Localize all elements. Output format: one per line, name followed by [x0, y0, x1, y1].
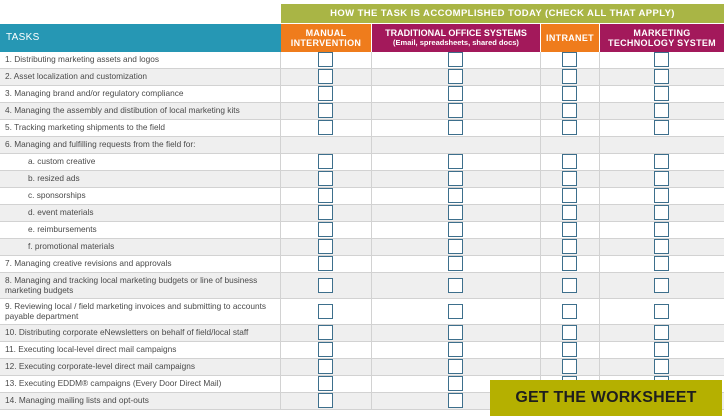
marketing-tech-checkbox[interactable] — [654, 52, 669, 67]
table-cell — [372, 325, 541, 341]
marketing-tech-checkbox[interactable] — [654, 154, 669, 169]
traditional-office-checkbox[interactable] — [448, 256, 463, 271]
table-row — [0, 137, 724, 154]
table-cell — [372, 188, 541, 204]
table-row — [0, 52, 724, 69]
marketing-tech-checkbox[interactable] — [654, 342, 669, 357]
mts-header-line2: TECHNOLOGY SYSTEM — [608, 38, 716, 48]
marketing-tech-checkbox[interactable] — [654, 256, 669, 271]
task-label: 5. Tracking marketing shipments to the field — [0, 120, 281, 136]
traditional-office-checkbox[interactable] — [448, 171, 463, 186]
table-cell — [372, 256, 541, 272]
manual-intervention-checkbox[interactable] — [318, 222, 333, 237]
table-cell — [281, 171, 372, 187]
table-cell — [541, 86, 600, 102]
intranet-checkbox[interactable] — [562, 69, 577, 84]
table-cell — [541, 52, 600, 68]
table-cell — [372, 205, 541, 221]
task-label: 7. Managing creative revisions and approvals — [0, 256, 281, 272]
manual-intervention-checkbox[interactable] — [318, 256, 333, 271]
marketing-tech-checkbox[interactable] — [654, 188, 669, 203]
manual-intervention-checkbox[interactable] — [318, 239, 333, 254]
table-cell — [281, 239, 372, 255]
table-cell — [541, 171, 600, 187]
table-row — [0, 273, 724, 299]
table-cell — [600, 154, 724, 170]
table-cell — [372, 222, 541, 238]
intranet-checkbox[interactable] — [562, 256, 577, 271]
table-row — [0, 86, 724, 103]
table-cell — [600, 325, 724, 341]
intranet-checkbox[interactable] — [562, 304, 577, 319]
marketing-tech-checkbox[interactable] — [654, 171, 669, 186]
table-cell — [281, 325, 372, 341]
table-cell — [281, 299, 372, 324]
table-cell — [281, 137, 372, 153]
table-row — [0, 205, 724, 222]
intranet-checkbox[interactable] — [562, 205, 577, 220]
marketing-tech-checkbox[interactable] — [654, 103, 669, 118]
table-cell — [541, 69, 600, 85]
table-cell — [600, 273, 724, 298]
manual-intervention-checkbox[interactable] — [318, 154, 333, 169]
intranet-checkbox[interactable] — [562, 120, 577, 135]
manual-intervention-checkbox[interactable] — [318, 325, 333, 340]
manual-intervention-checkbox[interactable] — [318, 188, 333, 203]
task-label: 10. Distributing corporate eNewsletters on behalf of field/local staff — [0, 325, 281, 341]
tasks-column-header — [0, 24, 281, 52]
table-cell — [541, 120, 600, 136]
table-cell — [372, 299, 541, 324]
intranet-checkbox[interactable] — [562, 52, 577, 67]
task-label: 4. Managing the assembly and distibution of local marketing kits — [0, 103, 281, 119]
traditional-office-checkbox[interactable] — [448, 188, 463, 203]
traditional-office-checkbox[interactable] — [448, 103, 463, 118]
table-cell — [372, 342, 541, 358]
table-cell — [372, 120, 541, 136]
task-label: e. reimbursements — [0, 222, 281, 238]
intranet-header — [541, 24, 599, 52]
table-row — [0, 103, 724, 120]
table-cell — [372, 103, 541, 119]
table-cell — [600, 188, 724, 204]
manual-intervention-checkbox[interactable] — [318, 278, 333, 293]
marketing-tech-checkbox[interactable] — [654, 359, 669, 374]
traditional-office-checkbox[interactable] — [448, 393, 463, 408]
table-cell — [541, 188, 600, 204]
intranet-checkbox[interactable] — [562, 154, 577, 169]
table-cell — [600, 120, 724, 136]
table-cell — [372, 154, 541, 170]
marketing-tech-checkbox[interactable] — [654, 69, 669, 84]
traditional-office-checkbox[interactable] — [448, 120, 463, 135]
intranet-checkbox[interactable] — [562, 171, 577, 186]
table-cell — [281, 120, 372, 136]
table-row — [0, 256, 724, 273]
table-cell — [541, 205, 600, 221]
table-cell — [541, 154, 600, 170]
table-cell — [541, 325, 600, 341]
task-label: 9. Reviewing local / field marketing invoices and submitting to accounts payable department — [0, 299, 281, 324]
table-cell — [372, 86, 541, 102]
table-cell — [541, 239, 600, 255]
traditional-office-checkbox[interactable] — [448, 325, 463, 340]
traditional-office-checkbox[interactable] — [448, 222, 463, 237]
intranet-checkbox[interactable] — [562, 278, 577, 293]
manual-intervention-checkbox[interactable] — [318, 86, 333, 101]
table-cell — [281, 376, 372, 392]
table-row — [0, 188, 724, 205]
table-cell — [281, 69, 372, 85]
table-row — [0, 222, 724, 239]
get-worksheet-button[interactable]: GET THE WORKSHEET — [490, 380, 722, 416]
table-cell — [600, 239, 724, 255]
traditional-office-checkbox[interactable] — [448, 86, 463, 101]
table-cell — [600, 256, 724, 272]
manual-intervention-checkbox[interactable] — [318, 342, 333, 357]
marketing-tech-checkbox[interactable] — [654, 86, 669, 101]
intranet-checkbox[interactable] — [562, 325, 577, 340]
table-cell — [541, 342, 600, 358]
table-cell — [281, 154, 372, 170]
traditional-office-checkbox[interactable] — [448, 278, 463, 293]
table-row — [0, 325, 724, 342]
table-cell — [372, 52, 541, 68]
intranet-checkbox[interactable] — [562, 103, 577, 118]
manual-intervention-checkbox[interactable] — [318, 393, 333, 408]
table-cell — [281, 393, 372, 409]
manual-intervention-checkbox[interactable] — [318, 120, 333, 135]
traditional-office-checkbox[interactable] — [448, 376, 463, 391]
table-cell — [281, 52, 372, 68]
manual-intervention-checkbox[interactable] — [318, 103, 333, 118]
traditional-office-checkbox[interactable] — [448, 205, 463, 220]
table-cell — [372, 69, 541, 85]
traditional-office-checkbox[interactable] — [448, 239, 463, 254]
marketing-tech-checkbox[interactable] — [654, 278, 669, 293]
manual-intervention-checkbox[interactable] — [318, 171, 333, 186]
table-row — [0, 69, 724, 86]
traditional-office-systems-header — [372, 24, 540, 52]
table-cell — [600, 359, 724, 375]
trad-header-line2: (Email, spreadsheets, shared docs) — [393, 38, 519, 47]
table-cell — [372, 359, 541, 375]
manual-intervention-checkbox[interactable] — [318, 376, 333, 391]
table-cell — [281, 222, 372, 238]
table-cell — [372, 171, 541, 187]
table-cell — [541, 103, 600, 119]
traditional-office-checkbox[interactable] — [448, 52, 463, 67]
table-row — [0, 120, 724, 137]
table-row — [0, 154, 724, 171]
task-label: f. promotional materials — [0, 239, 281, 255]
table-cell — [281, 256, 372, 272]
task-label: a. custom creative — [0, 154, 281, 170]
task-label: 13. Executing EDDM® campaigns (Every Door Direct Mail) — [0, 376, 281, 392]
task-label: 11. Executing local-level direct mail campaigns — [0, 342, 281, 358]
manual-intervention-checkbox[interactable] — [318, 359, 333, 374]
traditional-office-checkbox[interactable] — [448, 69, 463, 84]
marketing-tech-checkbox[interactable] — [654, 120, 669, 135]
task-table — [0, 52, 724, 410]
manual-intervention-checkbox[interactable] — [318, 205, 333, 220]
traditional-office-checkbox[interactable] — [448, 304, 463, 319]
table-cell — [541, 256, 600, 272]
marketing-technology-system-header — [600, 24, 724, 52]
intranet-checkbox[interactable] — [562, 188, 577, 203]
table-cell — [600, 137, 724, 153]
table-row — [0, 171, 724, 188]
marketing-tech-checkbox[interactable] — [654, 239, 669, 254]
table-row — [0, 359, 724, 376]
task-label: b. resized ads — [0, 171, 281, 187]
table-cell — [600, 103, 724, 119]
table-cell — [600, 69, 724, 85]
task-label: 14. Managing mailing lists and opt-outs — [0, 393, 281, 409]
marketing-tech-checkbox[interactable] — [654, 304, 669, 319]
manual-header-line2: INTERVENTION — [290, 38, 362, 48]
manual-intervention-checkbox[interactable] — [318, 69, 333, 84]
intranet-checkbox[interactable] — [562, 239, 577, 254]
table-cell — [281, 359, 372, 375]
manual-header-line1: MANUAL — [305, 28, 347, 38]
table-cell — [600, 86, 724, 102]
intranet-checkbox[interactable] — [562, 359, 577, 374]
table-cell — [281, 86, 372, 102]
column-group-header: HOW THE TASK IS ACCOMPLISHED TODAY (CHECK ALL THAT APPLY) — [281, 4, 724, 23]
trad-header-line1: TRADITIONAL OFFICE SYSTEMS — [385, 28, 527, 38]
task-label: 8. Managing and tracking local marketing budgets or line of business marketing budgets — [0, 273, 281, 298]
table-cell — [600, 299, 724, 324]
manual-intervention-header — [281, 24, 371, 52]
mts-header-line1: MARKETING — [633, 28, 691, 38]
intranet-header-label: INTRANET — [546, 33, 594, 43]
table-cell — [600, 171, 724, 187]
table-cell — [372, 239, 541, 255]
table-cell — [600, 342, 724, 358]
table-cell — [600, 205, 724, 221]
table-cell — [600, 222, 724, 238]
task-label: 6. Managing and fulfilling requests from the field for: — [0, 137, 281, 153]
table-cell — [281, 103, 372, 119]
table-cell — [281, 273, 372, 298]
table-cell — [372, 137, 541, 153]
table-cell — [541, 299, 600, 324]
task-label: 2. Asset localization and customization — [0, 69, 281, 85]
traditional-office-checkbox[interactable] — [448, 359, 463, 374]
table-cell — [541, 222, 600, 238]
intranet-checkbox[interactable] — [562, 222, 577, 237]
table-row — [0, 239, 724, 256]
marketing-tech-checkbox[interactable] — [654, 325, 669, 340]
table-cell — [372, 273, 541, 298]
traditional-office-checkbox[interactable] — [448, 342, 463, 357]
table-cell — [541, 137, 600, 153]
intranet-checkbox[interactable] — [562, 342, 577, 357]
task-label: c. sponsorships — [0, 188, 281, 204]
traditional-office-checkbox[interactable] — [448, 154, 463, 169]
tasks-header-label: TASKS — [6, 32, 40, 43]
table-cell — [541, 359, 600, 375]
marketing-tech-checkbox[interactable] — [654, 222, 669, 237]
table-cell — [281, 342, 372, 358]
task-label: 1. Distributing marketing assets and logos — [0, 52, 281, 68]
table-row — [0, 299, 724, 325]
intranet-checkbox[interactable] — [562, 86, 577, 101]
manual-intervention-checkbox[interactable] — [318, 52, 333, 67]
table-cell — [600, 52, 724, 68]
task-label: d. event materials — [0, 205, 281, 221]
table-cell — [281, 205, 372, 221]
task-label: 12. Executing corporate-level direct mail campaigns — [0, 359, 281, 375]
table-row — [0, 342, 724, 359]
task-label: 3. Managing brand and/or regulatory compliance — [0, 86, 281, 102]
marketing-tech-checkbox[interactable] — [654, 205, 669, 220]
table-cell — [281, 188, 372, 204]
table-cell — [541, 273, 600, 298]
manual-intervention-checkbox[interactable] — [318, 304, 333, 319]
